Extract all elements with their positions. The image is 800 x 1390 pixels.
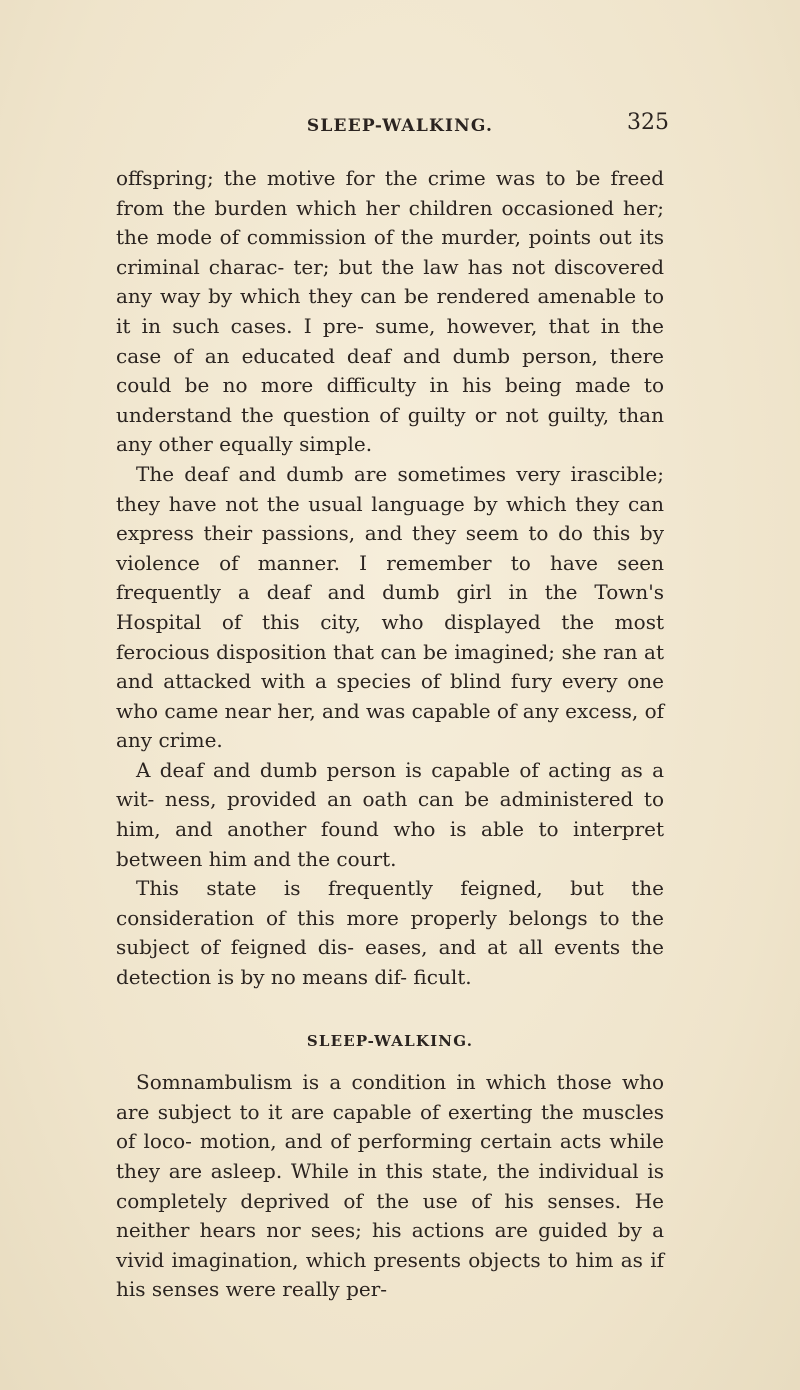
paragraph-witness: A deaf and dumb person is capable of acting as a wit- ness, provided an oath can be administered to him, and another found who is able to interpret between him and the court. <box>116 757 664 871</box>
paragraph-feigned: This state is frequently feigned, but the consideration of this more properly belongs to the subject of feigned dis- eases, and at all events the detection is by no means dif- ficult. <box>116 876 664 990</box>
page-number: 325 <box>627 110 669 135</box>
paragraph-continuation: offspring; the motive for the crime was to be freed from the burden which her children occasioned her; the mode of commission of the murder, points out its criminal charac- ter; but the law has not discovered any way by which they can be rendered amenable to it in such cases. I pre- sume, however, that in the case of an educated deaf and dumb person, there could be no more difficulty in his being made to understand the question of guilty or not guilty, than any other equally simple. <box>116 166 664 457</box>
running-head <box>0 110 800 150</box>
running-title: SLEEP-WALKING. <box>306 116 494 136</box>
paragraph-irascible: The deaf and dumb are sometimes very irascible; they have not the usual language by which they can express their passions, and they seem to do this by violence of manner. I remember to have seen frequently a deaf and dumb girl in the Town's Hospital of this city, who displayed the most ferocious disposition that can be imagined; she ran at and attacked with a species of blind fury every one who came near her, and was capable of any excess, of any crime. <box>116 461 665 753</box>
section-heading: SLEEP-WALKING. <box>306 1031 474 1050</box>
body-text <box>116 164 664 1305</box>
paragraph-somnambulism: Somnambulism is a condition in which those who are subject to it are capable of exerting the muscles of loco- motion, and of performing certain acts while they are asleep. While in this state, the individual is completely deprived of the use of his senses. He neither hears nor sees; his actions are guided by a vivid imagination, which presents objects to him as if his senses were really per- <box>116 1070 664 1302</box>
